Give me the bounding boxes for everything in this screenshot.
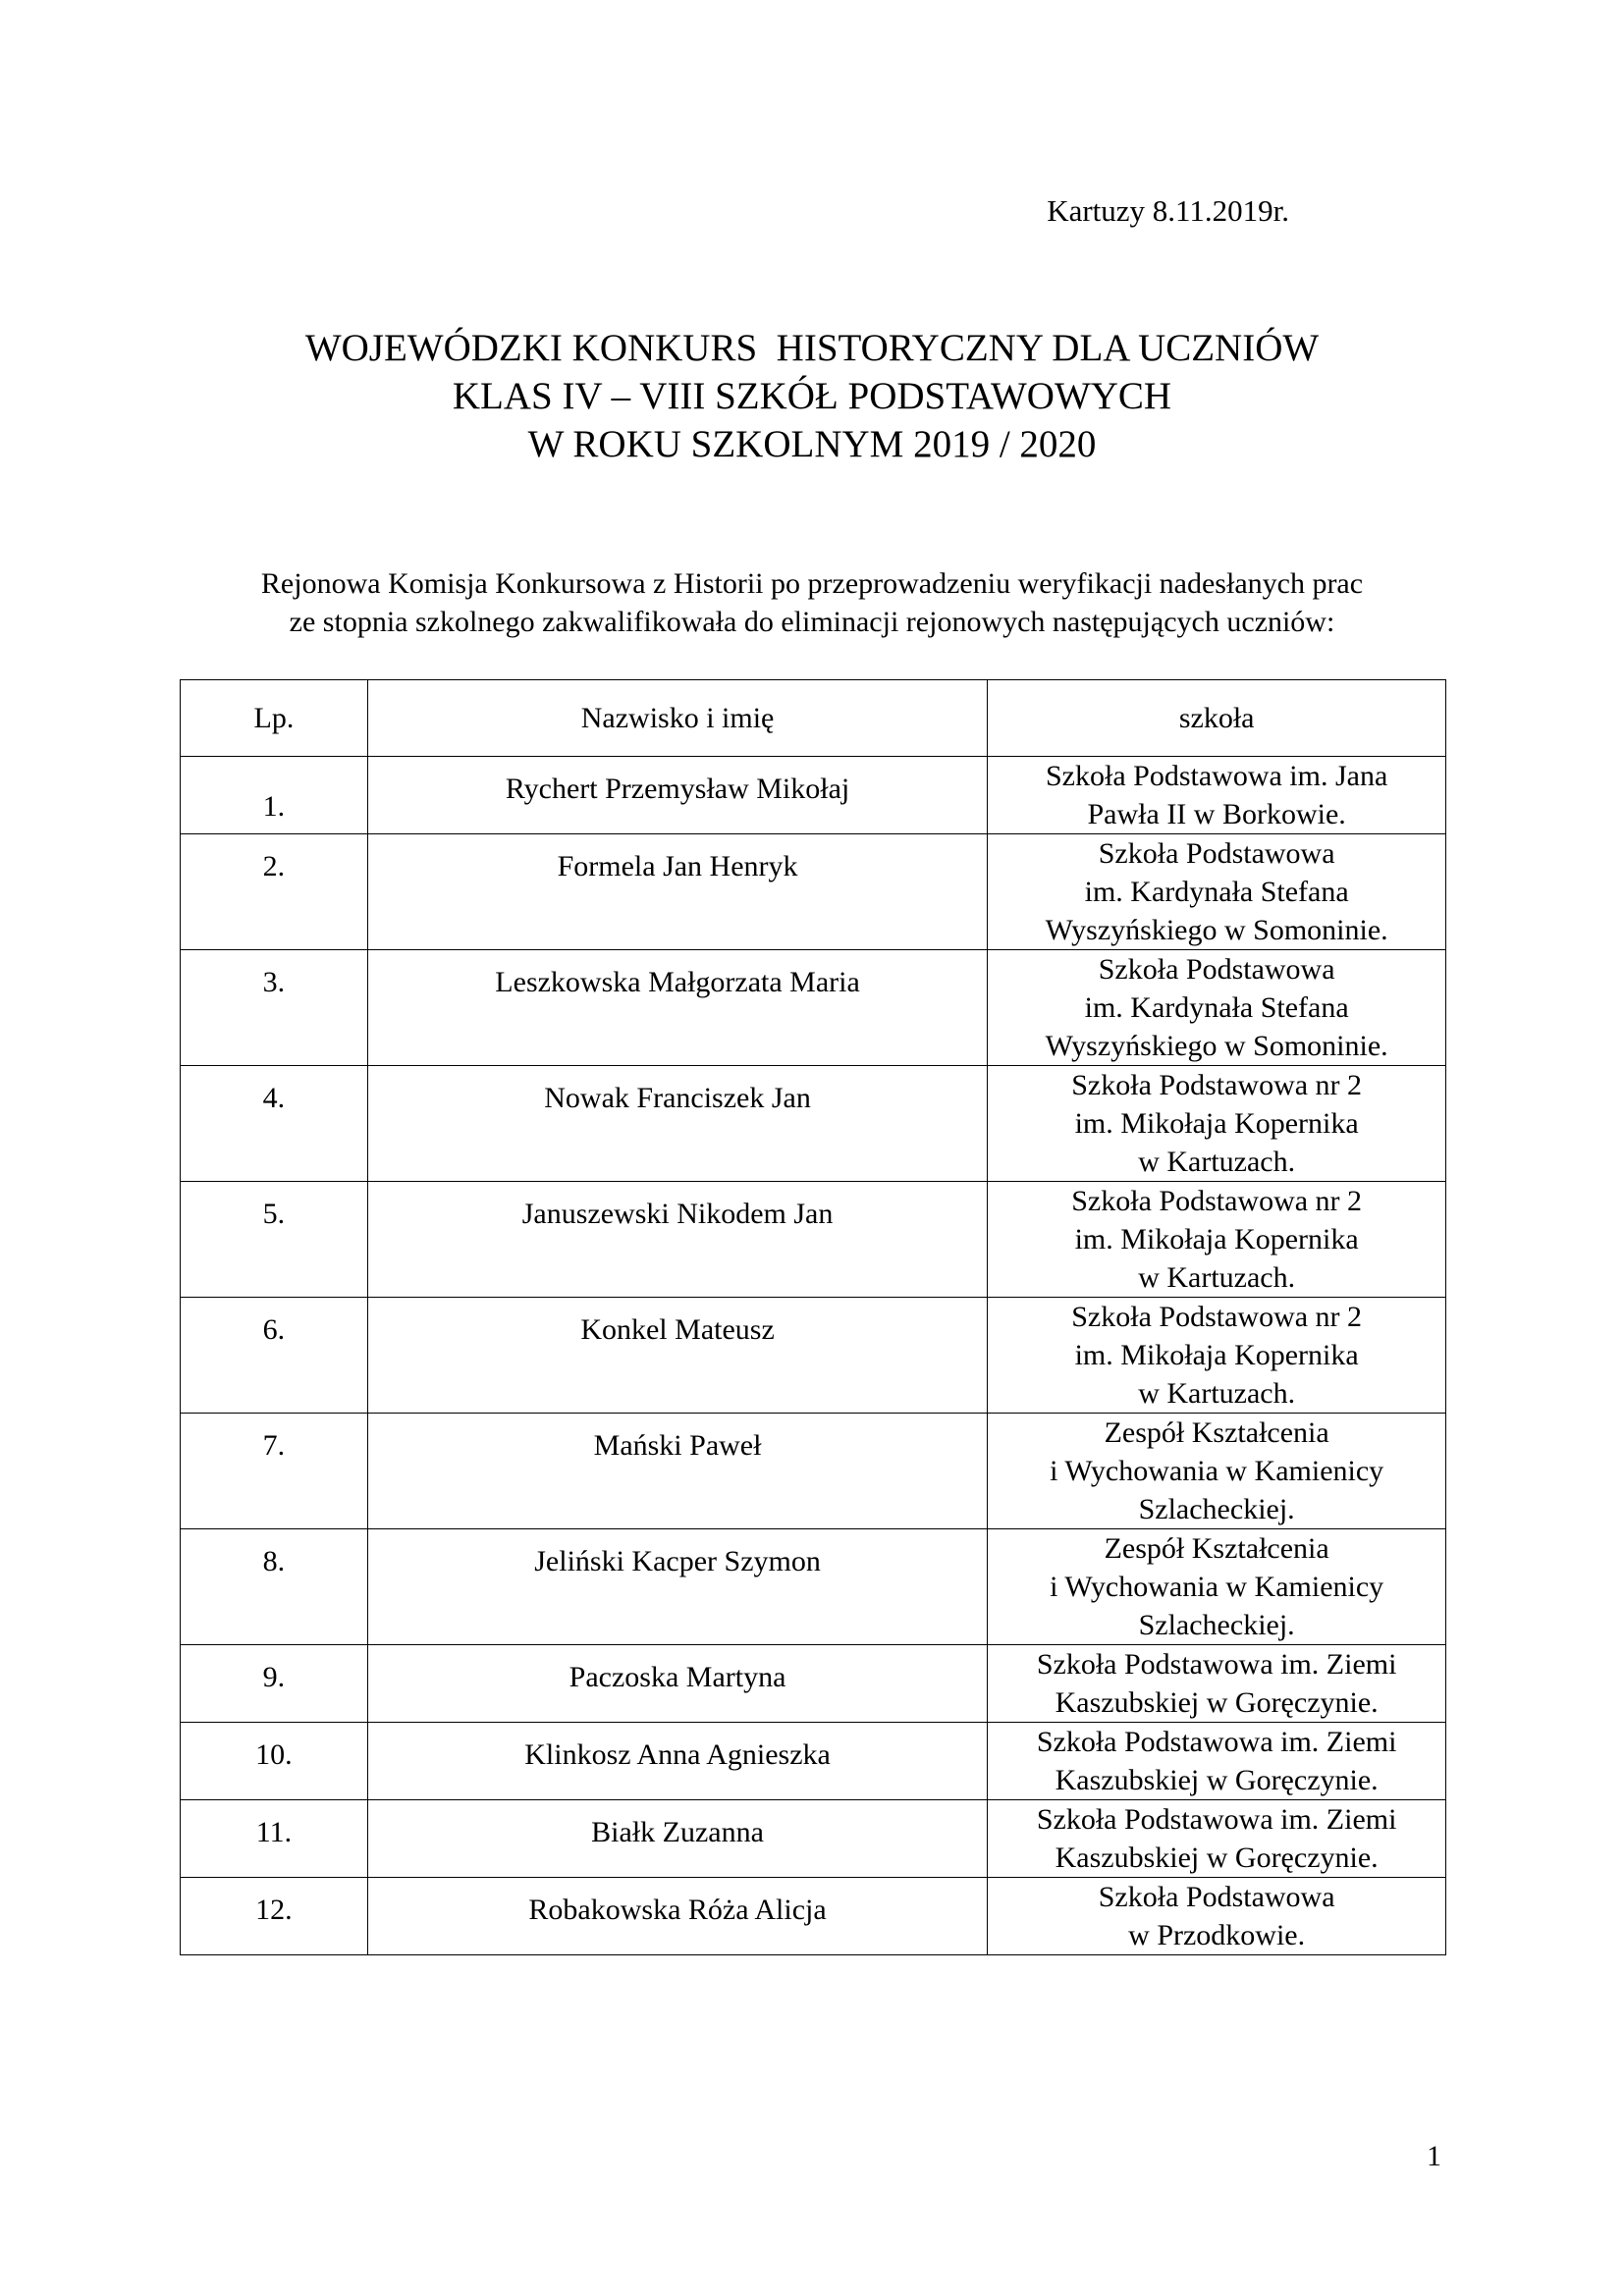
row-lp: 9. (181, 1645, 368, 1723)
row-school (988, 1723, 1446, 1800)
school-line: Szkoła Podstawowa nr 2 (1071, 1185, 1363, 1217)
row-lp: 2. (181, 834, 368, 950)
school-line: Szlacheckiej. (1138, 1493, 1295, 1525)
row-lp: 3. (181, 950, 368, 1066)
header-school: szkoła (988, 680, 1446, 757)
school-line: Wyszyńskiego w Somoninie. (1045, 914, 1388, 946)
table-row (181, 1529, 1446, 1645)
row-name: Leszkowska Małgorzata Maria (367, 950, 987, 1066)
school-line: Szkoła Podstawowa nr 2 (1071, 1301, 1363, 1333)
row-name: Robakowska Róża Alicja (367, 1878, 987, 1955)
row-lp: 6. (181, 1298, 368, 1414)
table-row (181, 1878, 1446, 1955)
row-school (988, 1878, 1446, 1955)
row-lp: 5. (181, 1182, 368, 1298)
table-row (181, 757, 1446, 834)
row-name: Jeliński Kacper Szymon (367, 1529, 987, 1645)
row-school (988, 834, 1446, 950)
school-line: Kaszubskiej w Goręczynie. (1055, 1686, 1379, 1719)
intro-line: Rejonowa Komisja Konkursowa z Historii po przeprowadzeniu weryfikacji nadesłanych prac (260, 567, 1364, 600)
row-school (988, 1645, 1446, 1723)
row-lp: 10. (181, 1723, 368, 1800)
school-line: Kaszubskiej w Goręczynie. (1055, 1764, 1379, 1796)
school-line: Szkoła Podstawowa (1098, 837, 1335, 870)
row-name: Paczoska Martyna (367, 1645, 987, 1723)
school-line: Szlacheckiej. (1138, 1609, 1295, 1641)
school-line: Szkoła Podstawowa im. Ziemi (1036, 1648, 1397, 1681)
row-school (988, 1066, 1446, 1182)
school-line: Zespół Kształcenia (1104, 1416, 1329, 1449)
school-line: im. Kardynała Stefana (1084, 991, 1349, 1024)
table-row (181, 1414, 1446, 1529)
school-line: w Kartuzach. (1138, 1146, 1296, 1178)
table-row (181, 950, 1446, 1066)
row-school (988, 1298, 1446, 1414)
school-line: im. Mikołaja Kopernika (1074, 1339, 1359, 1371)
school-line: Kaszubskiej w Goręczynie. (1055, 1842, 1379, 1874)
row-school (988, 1529, 1446, 1645)
school-line: i Wychowania w Kamienicy (1050, 1455, 1384, 1487)
table-row (181, 1645, 1446, 1723)
row-name: Konkel Mateusz (367, 1298, 987, 1414)
school-line: i Wychowania w Kamienicy (1050, 1571, 1384, 1603)
intro-paragraph (0, 564, 1624, 641)
page-number: 1 (1427, 2140, 1441, 2172)
row-lp: 4. (181, 1066, 368, 1182)
table-row (181, 834, 1446, 950)
intro-line: ze stopnia szkolnego zakwalifikowała do eliminacji rejonowych następujących uczniów: (289, 606, 1335, 638)
document-date: Kartuzy 8.11.2019r. (1047, 193, 1289, 228)
table-row (181, 1066, 1446, 1182)
row-lp: 8. (181, 1529, 368, 1645)
row-lp: 7. (181, 1414, 368, 1529)
row-school (988, 1182, 1446, 1298)
title-line: WOJEWÓDZKI KONKURS HISTORYCZNY DLA UCZNIÓW (304, 327, 1320, 369)
row-name: Nowak Franciszek Jan (367, 1066, 987, 1182)
school-line: im. Mikołaja Kopernika (1074, 1107, 1359, 1140)
row-name: Januszewski Nikodem Jan (367, 1182, 987, 1298)
school-line: Szkoła Podstawowa (1098, 1881, 1335, 1913)
school-line: w Kartuzach. (1138, 1261, 1296, 1294)
school-line: im. Kardynała Stefana (1084, 876, 1349, 908)
row-school (988, 950, 1446, 1066)
school-line: Wyszyńskiego w Somoninie. (1045, 1030, 1388, 1062)
table-row (181, 1182, 1446, 1298)
school-line: Szkoła Podstawowa im. Ziemi (1036, 1803, 1397, 1836)
school-line: Szkoła Podstawowa nr 2 (1071, 1069, 1363, 1101)
document-title (0, 324, 1624, 468)
row-lp: 11. (181, 1800, 368, 1878)
school-line: Szkoła Podstawowa im. Ziemi (1036, 1726, 1397, 1758)
row-lp: 12. (181, 1878, 368, 1955)
row-lp: 1. (181, 757, 368, 834)
table-row (181, 1298, 1446, 1414)
school-line: Pawła II w Borkowie. (1087, 798, 1346, 830)
table-row (181, 1723, 1446, 1800)
header-lp: Lp. (181, 680, 368, 757)
school-line: Zespół Kształcenia (1104, 1532, 1329, 1565)
header-name: Nazwisko i imię (367, 680, 987, 757)
school-line: w Przodkowie. (1128, 1919, 1306, 1951)
school-line: Szkoła Podstawowa (1098, 953, 1335, 986)
table-header-row (181, 680, 1446, 757)
table-row (181, 1800, 1446, 1878)
qualified-students-table (180, 679, 1446, 1955)
row-school (988, 1414, 1446, 1529)
row-school (988, 1800, 1446, 1878)
row-name: Mański Paweł (367, 1414, 987, 1529)
title-line: KLAS IV – VIII SZKÓŁ PODSTAWOWYCH (452, 375, 1172, 417)
row-school (988, 757, 1446, 834)
school-line: im. Mikołaja Kopernika (1074, 1223, 1359, 1255)
row-name: Formela Jan Henryk (367, 834, 987, 950)
row-name: Rychert Przemysław Mikołaj (367, 757, 987, 834)
title-line: W ROKU SZKOLNYM 2019 / 2020 (527, 423, 1097, 465)
row-name: Klinkosz Anna Agnieszka (367, 1723, 987, 1800)
row-name: Białk Zuzanna (367, 1800, 987, 1878)
school-line: Szkoła Podstawowa im. Jana (1046, 760, 1388, 792)
school-line: w Kartuzach. (1138, 1377, 1296, 1410)
